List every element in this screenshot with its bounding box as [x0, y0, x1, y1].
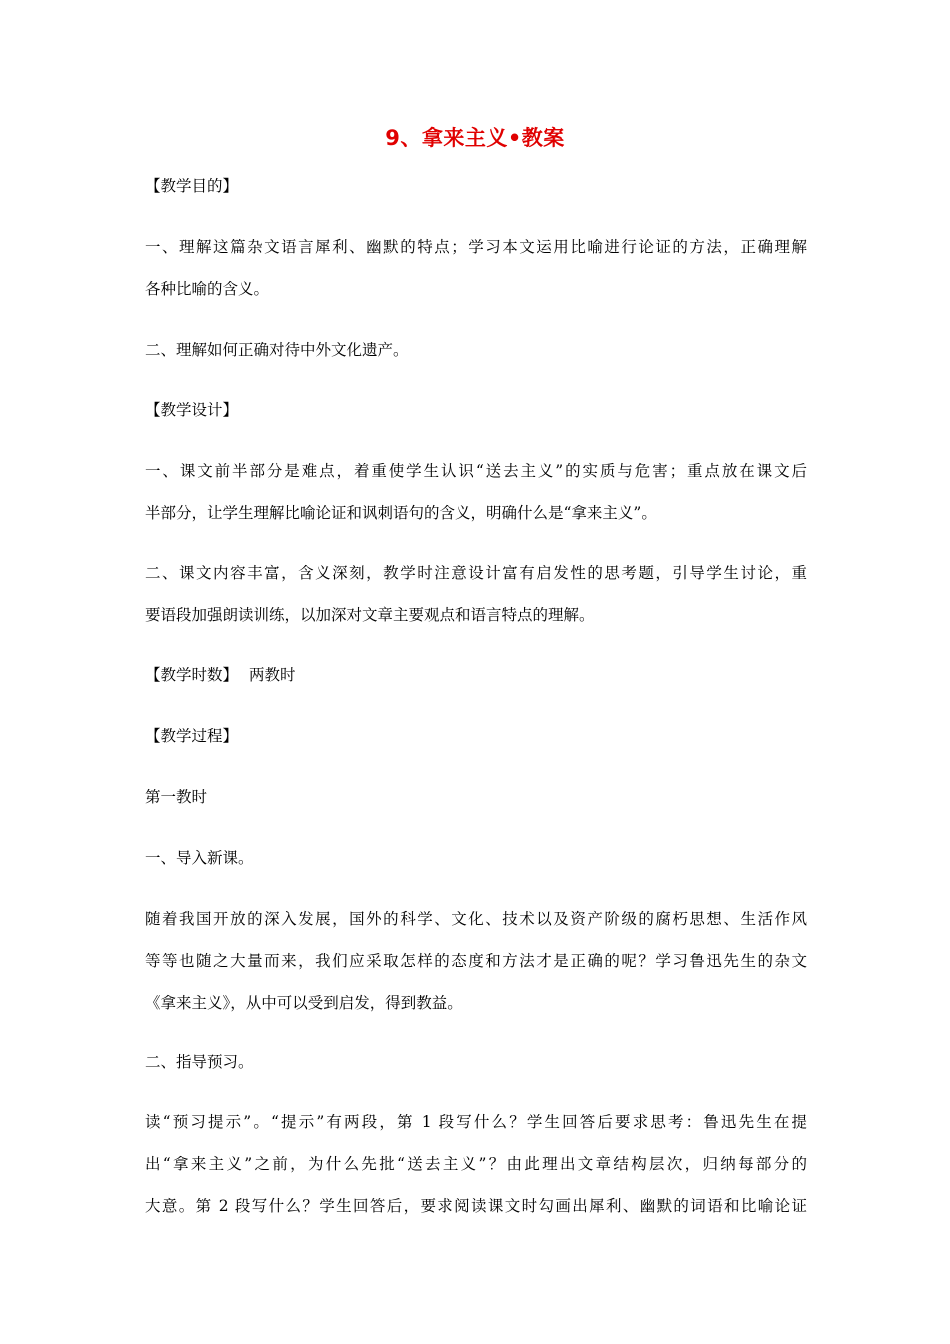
design-2	[145, 552, 807, 636]
hours-value: 两教时	[248, 666, 296, 684]
step-2-heading: 二、指导预习。	[145, 1053, 254, 1071]
design-2-line-2: 要语段加强朗读训练，以加深对文章主要观点和语言特点的理解。	[145, 606, 595, 624]
preview-paragraph	[145, 1101, 807, 1227]
preview-line-1: 读“预习提示”。“提示”有两段，第 1 段写什么？学生回答后要求思考：鲁迅先生在提	[145, 1113, 807, 1131]
step-1-heading: 一、导入新课。	[145, 849, 254, 867]
intro-paragraph	[145, 898, 807, 1024]
intro-line-2: 等等也随之大量而来，我们应采取怎样的态度和方法才是正确的呢？学习鲁迅先生的杂文	[145, 952, 807, 970]
teaching-hours	[145, 654, 807, 696]
heading-design: 【教学设计】	[145, 401, 239, 419]
document-title: 9、拿来主义•教案	[385, 126, 565, 150]
intro-line-3: 《拿来主义》，从中可以受到启发，得到教益。	[145, 994, 463, 1012]
objective-2: 二、理解如何正确对待中外文化遗产。	[145, 341, 409, 359]
lesson-1-label: 第一教时	[145, 788, 208, 806]
preview-line-3: 大意。第 2 段写什么？学生回答后，要求阅读课文时勾画出犀利、幽默的词语和比喻论证	[145, 1197, 807, 1215]
design-1-line-1: 一、课文前半部分是难点，着重使学生认识“送去主义”的实质与危害；重点放在课文后	[145, 462, 807, 480]
intro-line-1: 随着我国开放的深入发展，国外的科学、文化、技术以及资产阶级的腐朽思想、生活作风	[145, 910, 807, 928]
design-1-line-2: 半部分，让学生理解比喻论证和讽刺语句的含义，明确什么是“拿来主义”。	[145, 504, 657, 522]
design-2-line-1: 二、课文内容丰富，含义深刻，教学时注意设计富有启发性的思考题，引导学生讨论，重	[145, 564, 807, 582]
objective-1-line-1: 一、理解这篇杂文语言犀利、幽默的特点；学习本文运用比喻进行论证的方法，正确理解	[145, 238, 807, 256]
heading-hours: 【教学时数】	[145, 666, 239, 684]
objective-1-line-2: 各种比喻的含义。	[145, 280, 270, 298]
heading-objectives: 【教学目的】	[145, 177, 239, 195]
objective-1	[145, 226, 807, 310]
design-1	[145, 450, 807, 534]
preview-line-2: 出“拿来主义”之前，为什么先批“送去主义”？由此理出文章结构层次，归纳每部分的	[145, 1155, 807, 1173]
heading-process: 【教学过程】	[145, 727, 239, 745]
